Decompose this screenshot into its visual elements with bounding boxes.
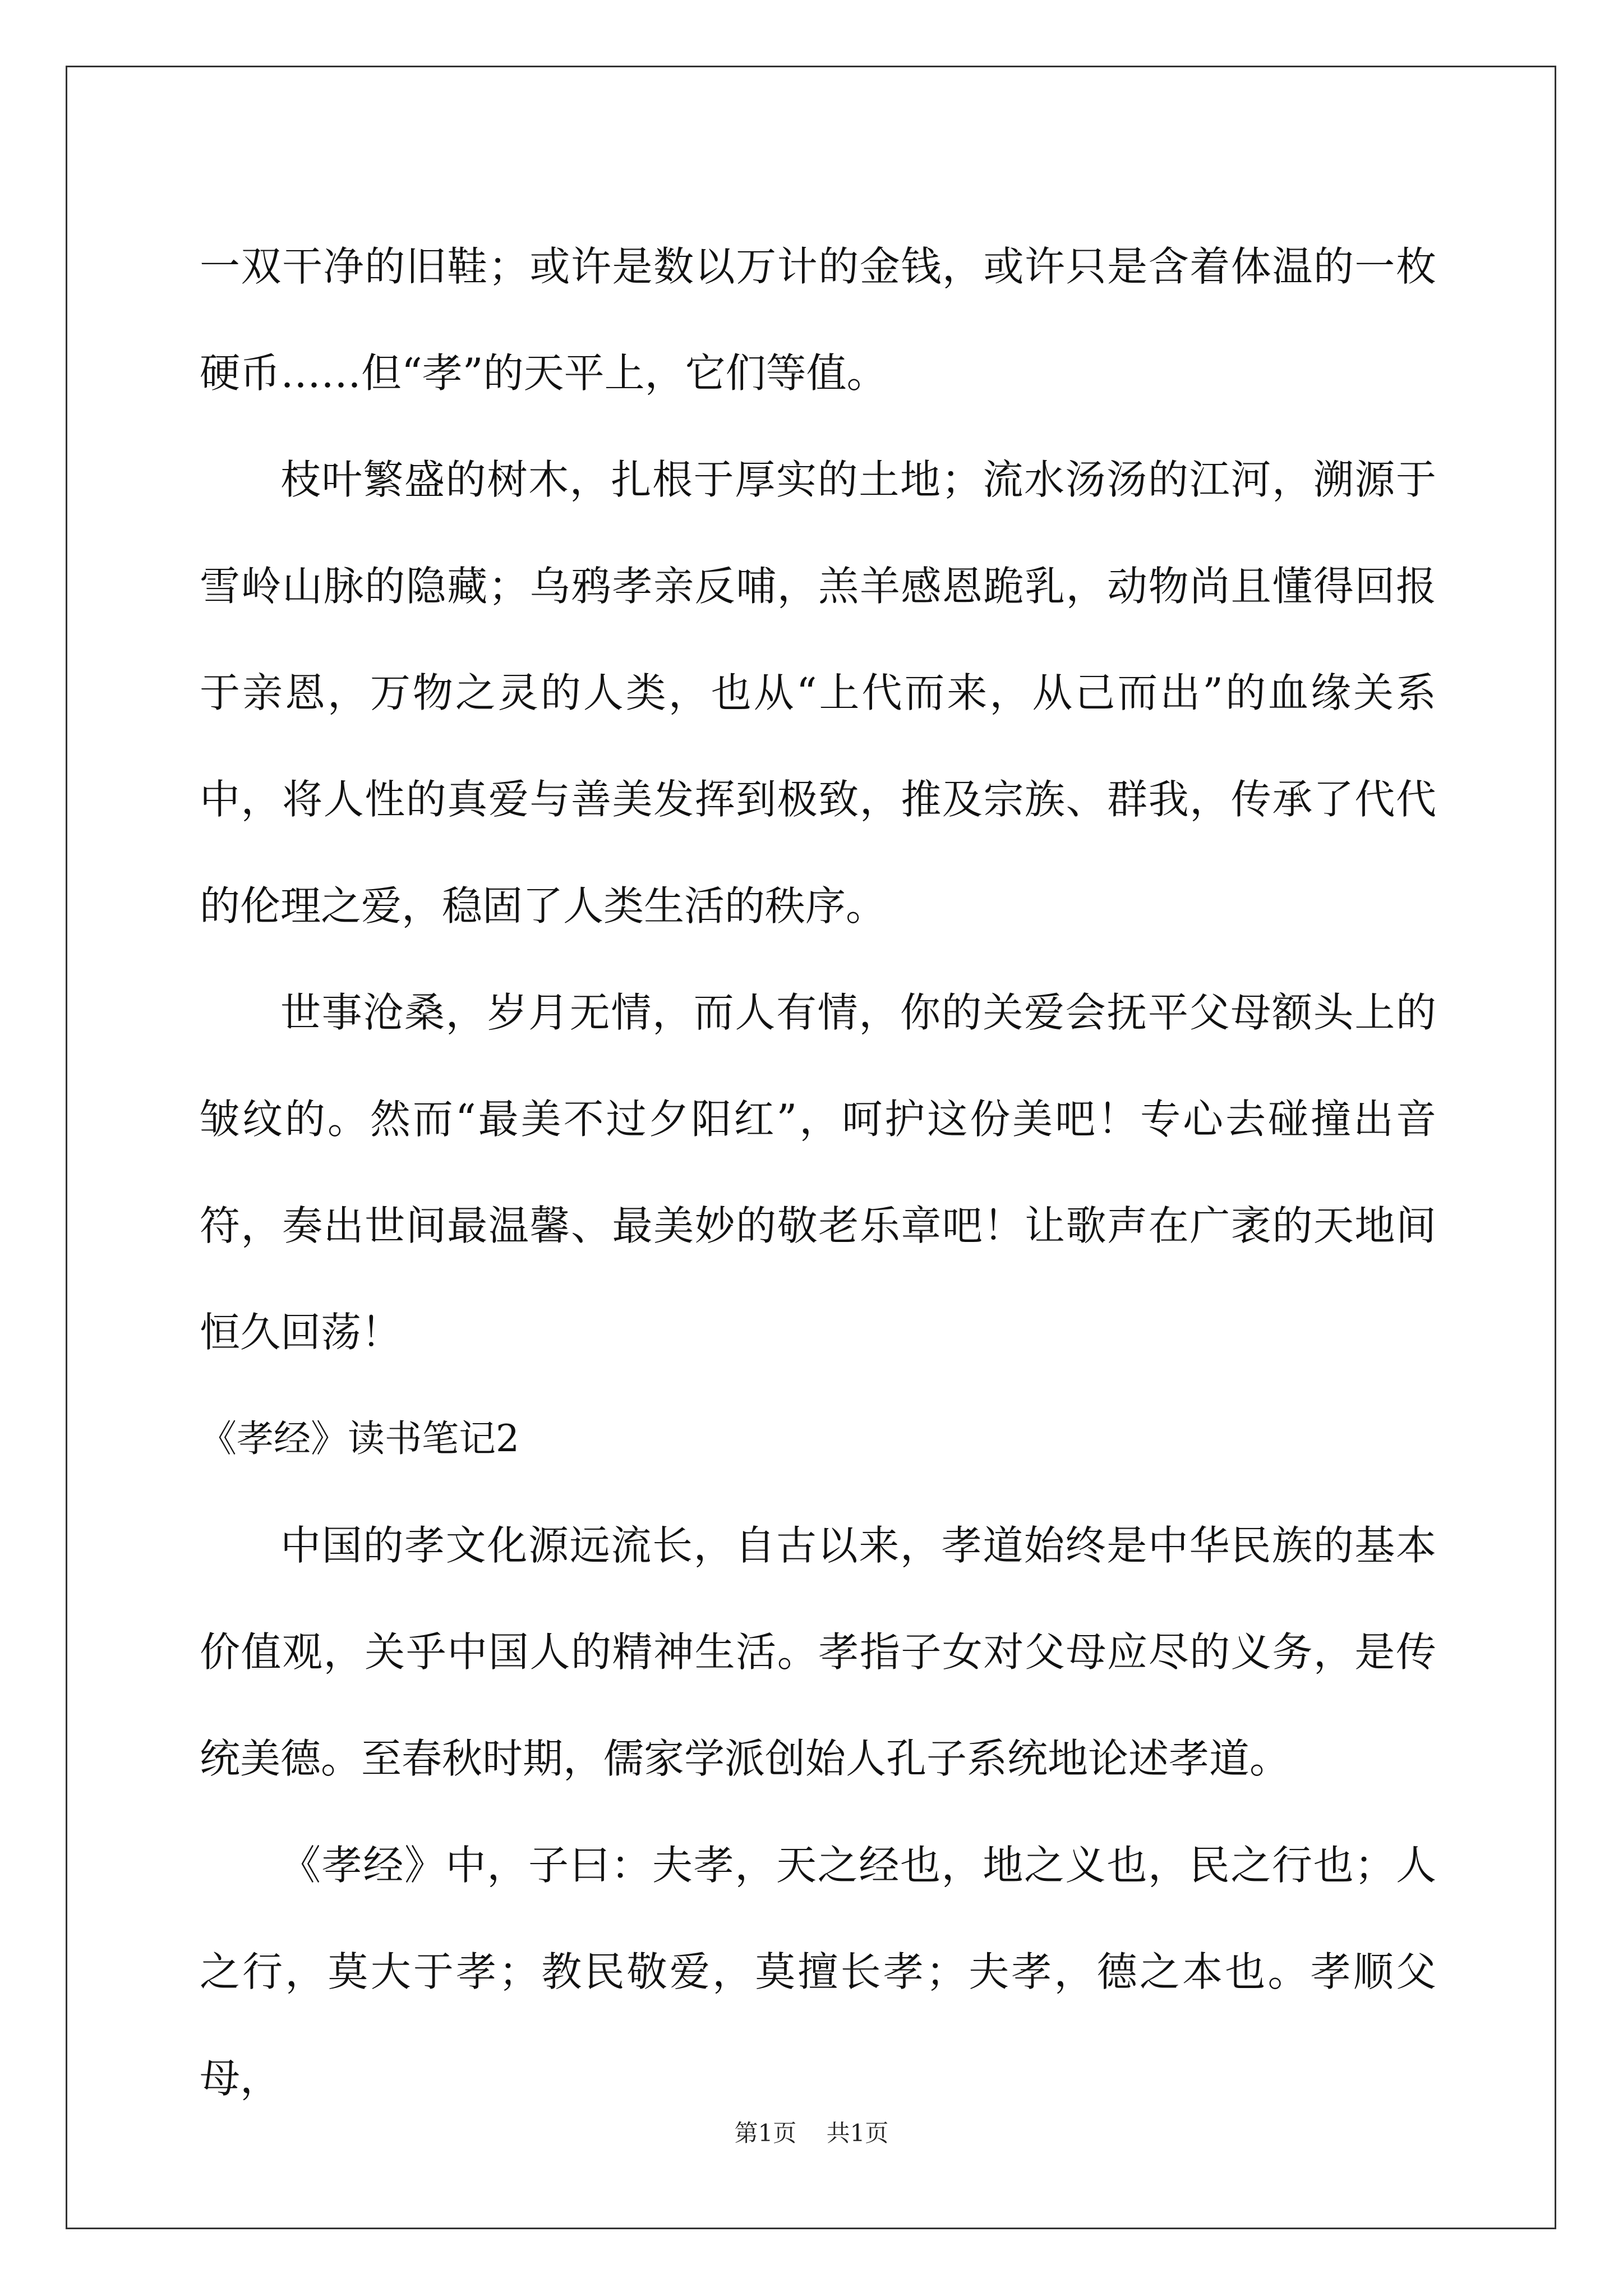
paragraph-3: 世事沧桑，岁月无情，而人有情，你的关爱会抚平父母额头上的皱纹的。然而“最美不过夕阳红”，呵护这份美吧！专心去碰撞出音符，奏出世间最温馨、最美妙的敬老乐章吧！让歌声在广袤的天地间恒久回荡！ xyxy=(200,989,1436,1356)
page-number-total: 共1页 xyxy=(826,2119,889,2147)
section-heading: 《孝经》读书笔记2 xyxy=(200,1417,519,1460)
page-footer xyxy=(0,2115,1623,2148)
paragraph-4: 中国的孝文化源远流长，自古以来，孝道始终是中华民族的基本价值观，关乎中国人的精神生活。孝指子女对父母应尽的义务，是传统美德。至春秋时期，儒家学派创始人孔子系统地论述孝道。 xyxy=(200,1522,1436,1782)
document-body xyxy=(200,213,1436,2132)
paragraph-1: 一双干净的旧鞋；或许是数以万计的金钱，或许只是含着体温的一枚硬币……但“孝”的天平上，它们等值。 xyxy=(200,243,1436,397)
page-number-current: 第1页 xyxy=(734,2119,797,2147)
paragraph-2: 枝叶繁盛的树木，扎根于厚实的土地；流水汤汤的江河，溯源于雪岭山脉的隐藏；乌鸦孝亲反哺，羔羊感恩跪乳，动物尚且懂得回报于亲恩，万物之灵的人类，也从“上代而来，从己而出”的血缘关系中，将人性的真爱与善美发挥到极致，推及宗族、群我，传承了代代的伦理之爱，稳固了人类生活的秩序。 xyxy=(200,456,1436,930)
paragraph-5: 《孝经》中，子曰：夫孝，天之经也，地之义也，民之行也；人之行，莫大于孝；教民敬爱，莫擅长孝；夫孝，德之本也。孝顺父母， xyxy=(200,1842,1436,2102)
